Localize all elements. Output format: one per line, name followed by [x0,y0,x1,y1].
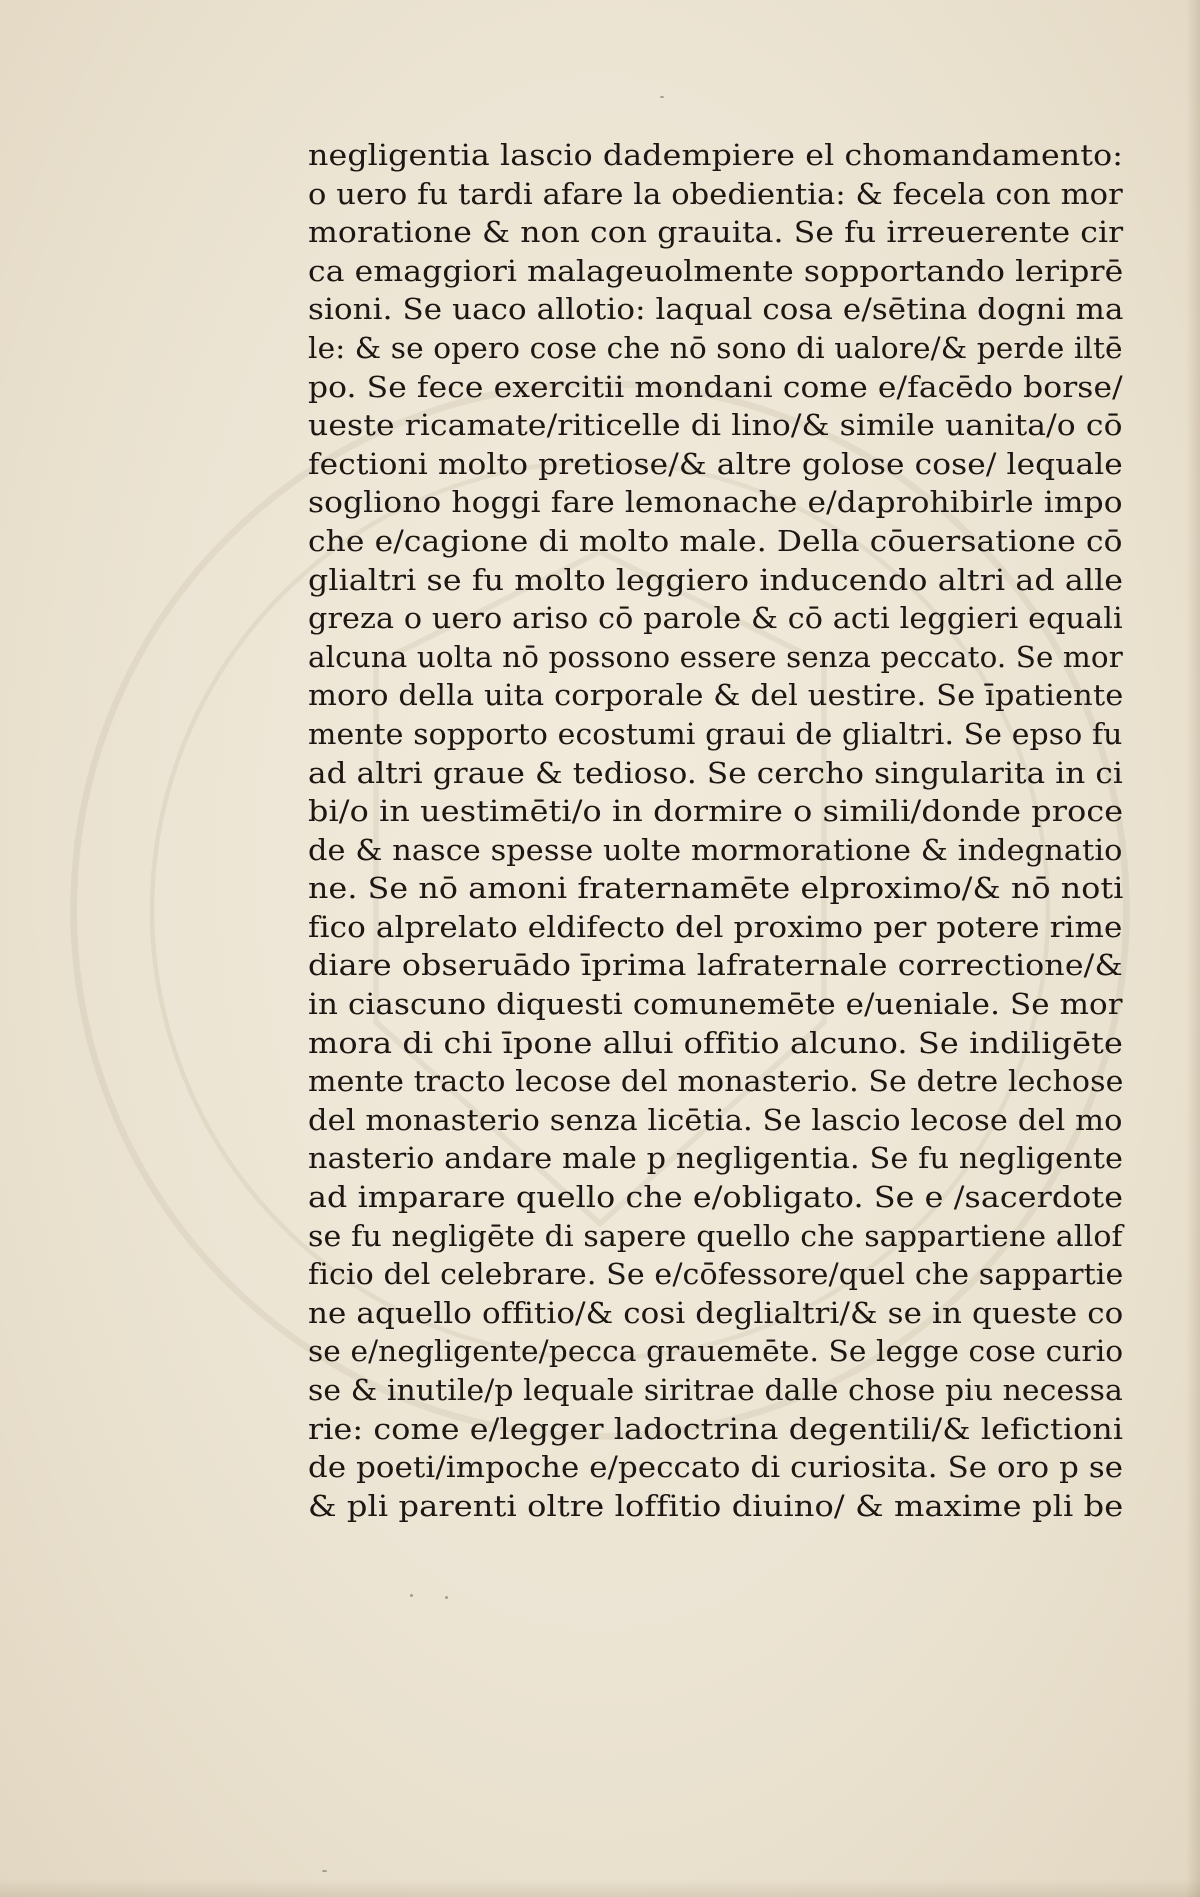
text-line: bi/o in uestimēti/o in dormire o simili/donde proce [308,794,1124,829]
text-line: del monasterio senza licētia. Se lascio lecose del mo [308,1102,1123,1137]
text-line: che e/cagione di molto male. Della cōuersatione cō [308,523,1123,558]
text-line: moratione & non con grauita. Se fu irreuerente cir [308,215,1124,250]
text-line: se fu negligēte di sapere quello che sappartiene allof [308,1218,1123,1253]
text-line: negligentia lascio dadempiere el chomandamento: [308,138,1124,172]
paper-speck [410,1594,413,1597]
text-line: & pli parenti oltre loffitio diuino/ & maxime pli be [308,1488,1124,1523]
text-line: in ciascuno diquesti comunemēte e/ueniale. Se mor [308,987,1123,1022]
text-line: ca emaggiori malageuolmente sopportando leriprē [308,253,1124,288]
paper-speck [445,1596,448,1599]
text-line: moro della uita corporale & del uestire. Se īpatiente [308,678,1124,713]
text-line: rie: come e/legger ladoctrina degentili/& lefictioni [308,1411,1124,1446]
page-edge-shadow-bottom [0,1879,1200,1897]
text-line: diare obseruādo īprima lafraternale correctione/& [308,948,1123,983]
text-line: ueste ricamate/riticelle di lino/& simile uanita/o cō [308,408,1123,443]
body-text [308,136,1123,1525]
text-line: le: & se opero cose che nō sono di ualore/& perde iltē [308,330,1123,365]
text-line: ne. Se nō amoni fraternamēte elproximo/& nō noti [308,871,1124,906]
paper-speck [322,1870,327,1872]
text-line: alcuna uolta nō possono essere senza peccato. Se mor [308,639,1123,674]
text-line: po. Se fece exercitii mondani come e/facēdo borse/ [308,369,1123,404]
page-edge-shadow-right [1186,0,1200,1897]
text-line: o uero fu tardi afare la obedientia: & fecela con mor [308,176,1123,211]
text-line: nasterio andare male p negligentia. Se fu negligente [308,1141,1124,1176]
text-line: de poeti/impoche e/peccato di curiosita. Se oro p se [308,1450,1124,1485]
text-line: mente tracto lecose del monasterio. Se detre lechose [308,1064,1124,1099]
text-line: mora di chi īpone allui offitio alcuno. Se indiligēte [308,1025,1123,1060]
text-line: sogliono hoggi fare lemonache e/daprohibirle impo [308,485,1123,520]
text-line: fectioni molto pretiose/& altre golose cose/ lequale [308,446,1123,481]
text-line: se & inutile/p lequale siritrae dalle chose piu necessa [308,1373,1123,1407]
text-line: sioni. Se uaco allotio: laqual cosa e/sētina dogni ma [308,292,1124,327]
text-line: ad altri graue & tedioso. Se cercho singularita in ci [308,755,1123,790]
text-line: se e/negligente/pecca grauemēte. Se legge cose curio [308,1334,1124,1369]
text-line: ne aquello offitio/& cosi deglialtri/& se in queste co [308,1295,1124,1330]
text-line: fico alprelato eldifecto del proximo per potere rime [308,909,1123,944]
text-line: de & nasce spesse uolte mormoratione & indegnatio [308,832,1123,867]
paper-speck [660,96,664,98]
text-line: mente sopporto ecostumi graui de glialtri. Se epso fu [308,716,1123,751]
text-line: ficio del celebrare. Se e/cōfessore/quel che sappartie [308,1257,1124,1292]
text-line: greza o uero ariso cō parole & cō acti leggieri equali [308,601,1123,636]
text-line: ad imparare quello che e/obligato. Se e /sacerdote [308,1180,1124,1215]
text-line: glialtri se fu molto leggiero inducendo altri ad alle [308,562,1124,597]
